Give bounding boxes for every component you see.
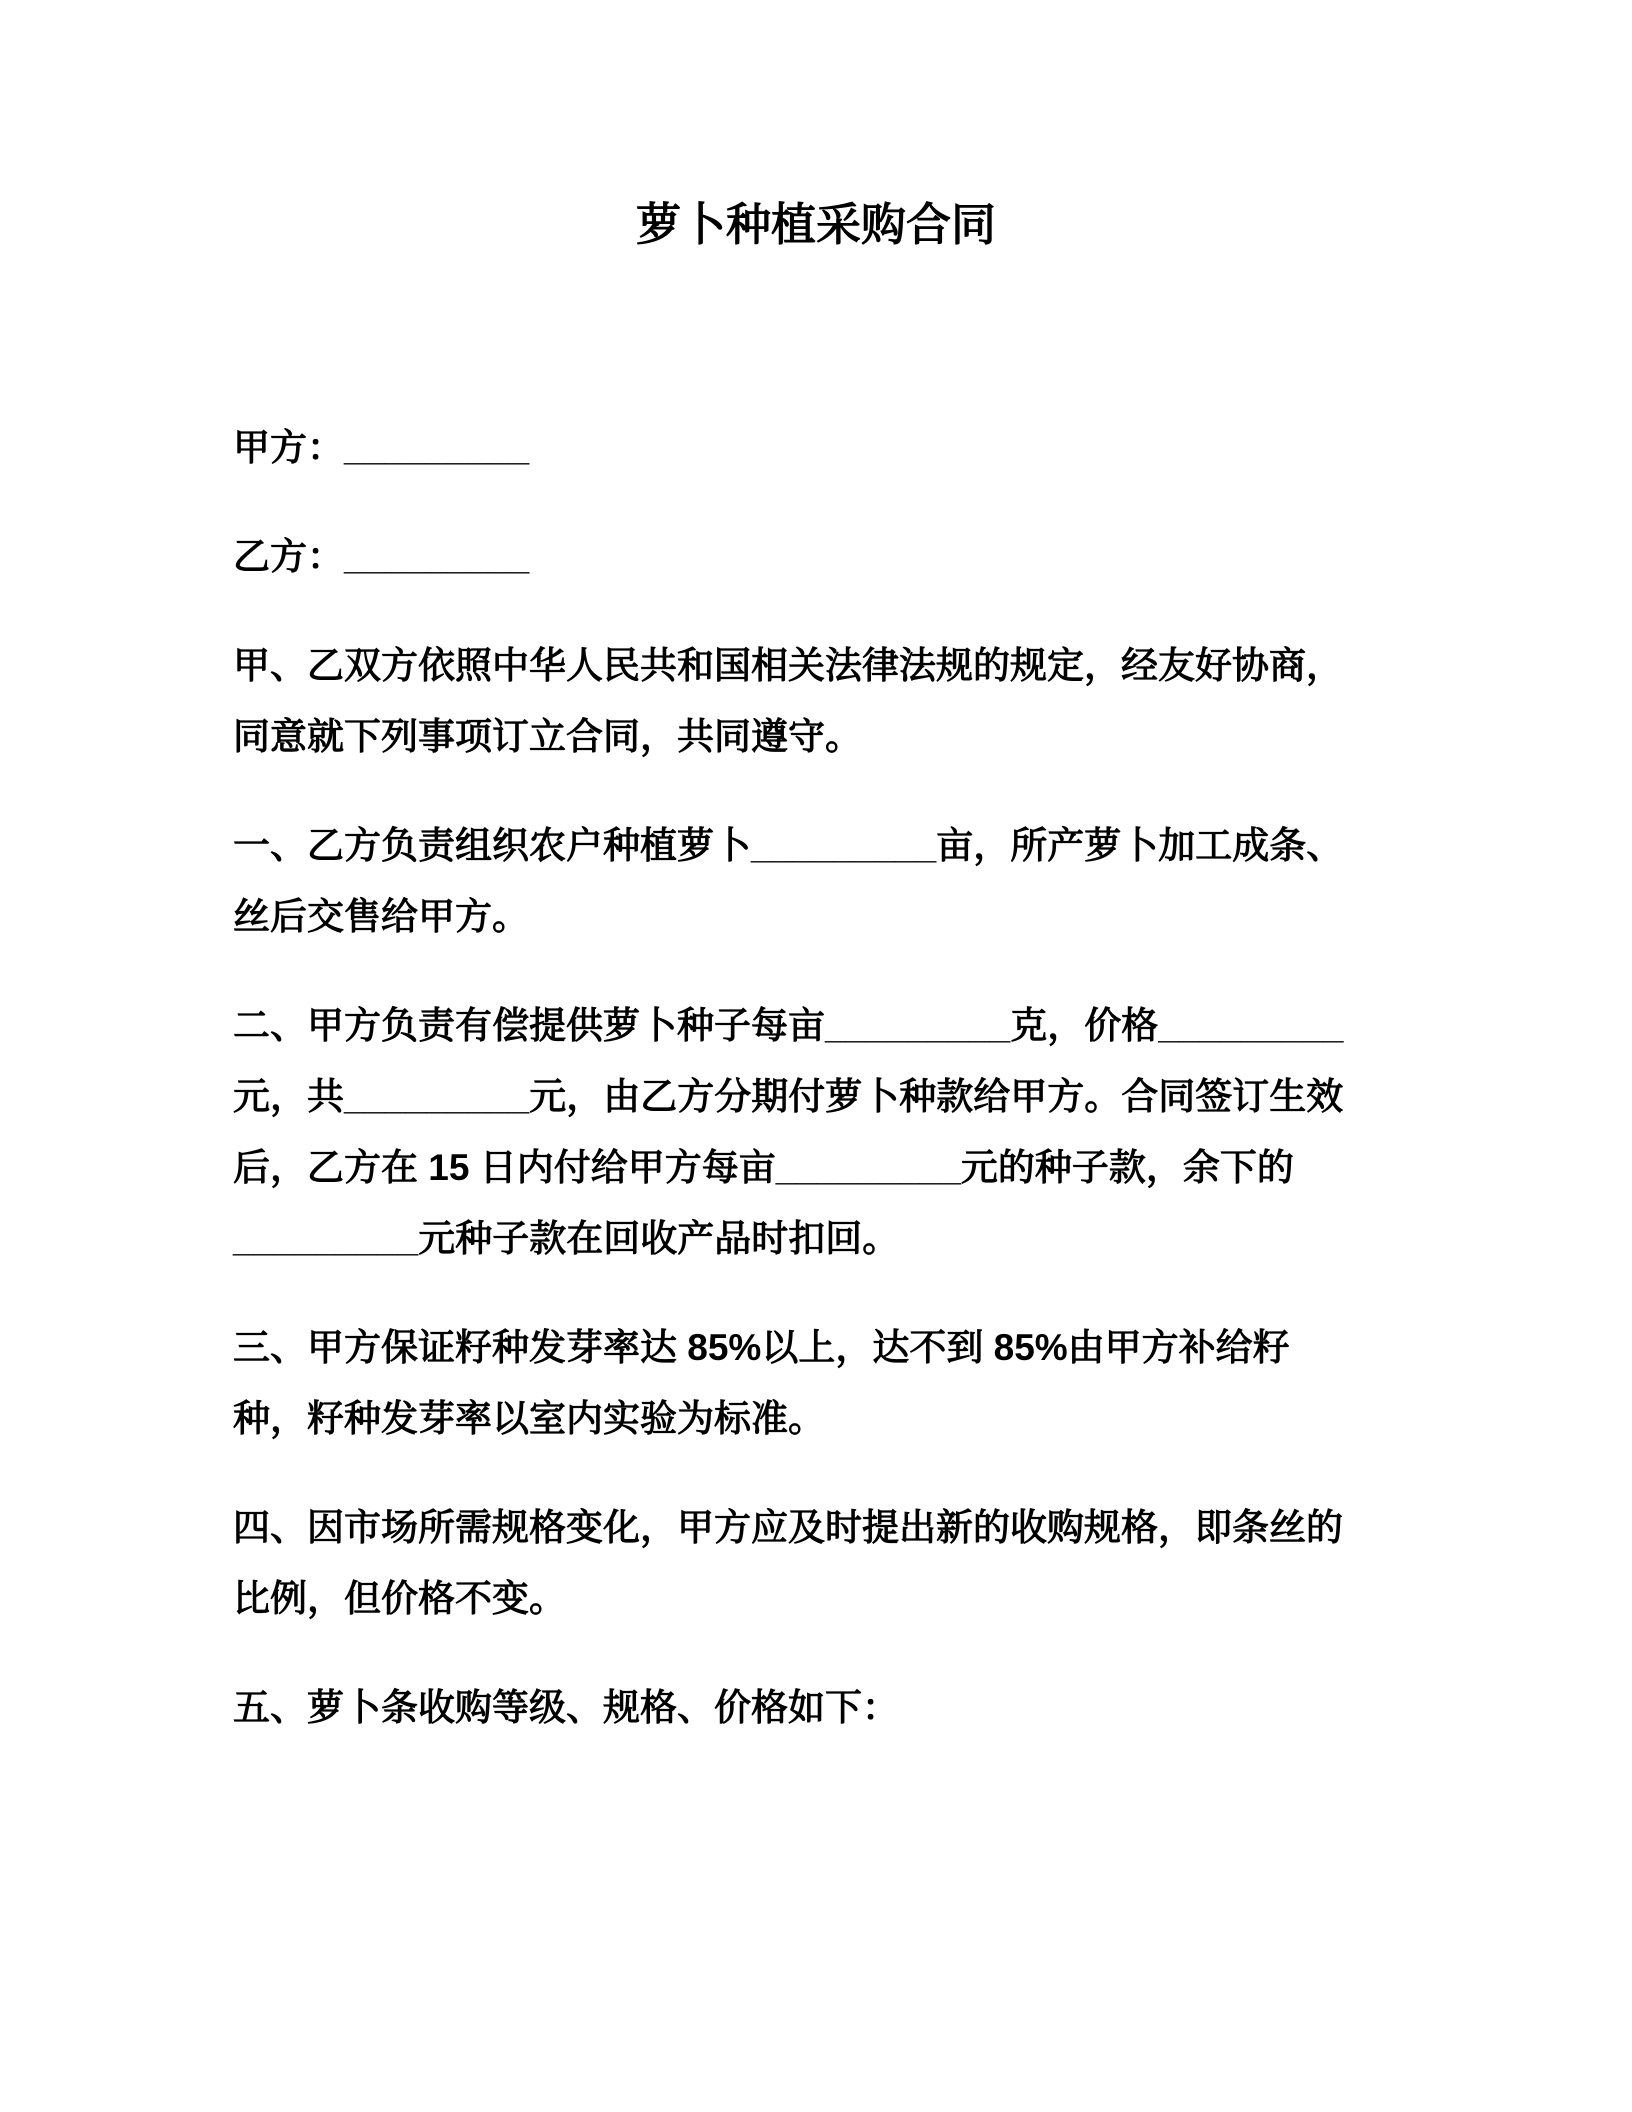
document-title: 萝卜种植采购合同 [635, 199, 996, 250]
preamble-paragraph: 甲、乙双方依照中华人民共和国相关法律法规的规定，经友好协商，同意就下列事项订立合同，共同遵守。 [233, 645, 1343, 757]
clause-5-paragraph: 五、萝卜条收购等级、规格、价格如下： [233, 1687, 899, 1728]
clause-3-paragraph: 三、甲方保证籽种发芽率达 85%以上，达不到 85%由甲方补给籽种，籽种发芽率以室内实验为标准。 [233, 1327, 1290, 1439]
party-a-line [233, 412, 1358, 483]
clause-4-paragraph: 四、因市场所需规格变化，甲方应及时提出新的收购规格，即条丝的比例，但价格不变。 [233, 1507, 1343, 1619]
clause-2-paragraph: 二、甲方负责有偿提供萝卜种子每亩_________克，价格_________元，共_________元，由乙方分期付萝卜种款给甲方。合同签订生效后，乙方在 15 日内付给甲方每亩_________元的种子款，余下的_________元种子款在回收产品时扣回。 [233, 1005, 1344, 1259]
party-b-line [233, 521, 1358, 592]
party-b-blank: _________ [344, 536, 530, 577]
party-a-label: 甲方： [233, 427, 344, 468]
clause-1-paragraph: 一、乙方负责组织农户种植萝卜_________亩，所产萝卜加工成条、丝后交售给甲方。 [233, 825, 1344, 937]
party-a-blank: _________ [344, 427, 530, 468]
party-b-label: 乙方： [233, 536, 344, 577]
